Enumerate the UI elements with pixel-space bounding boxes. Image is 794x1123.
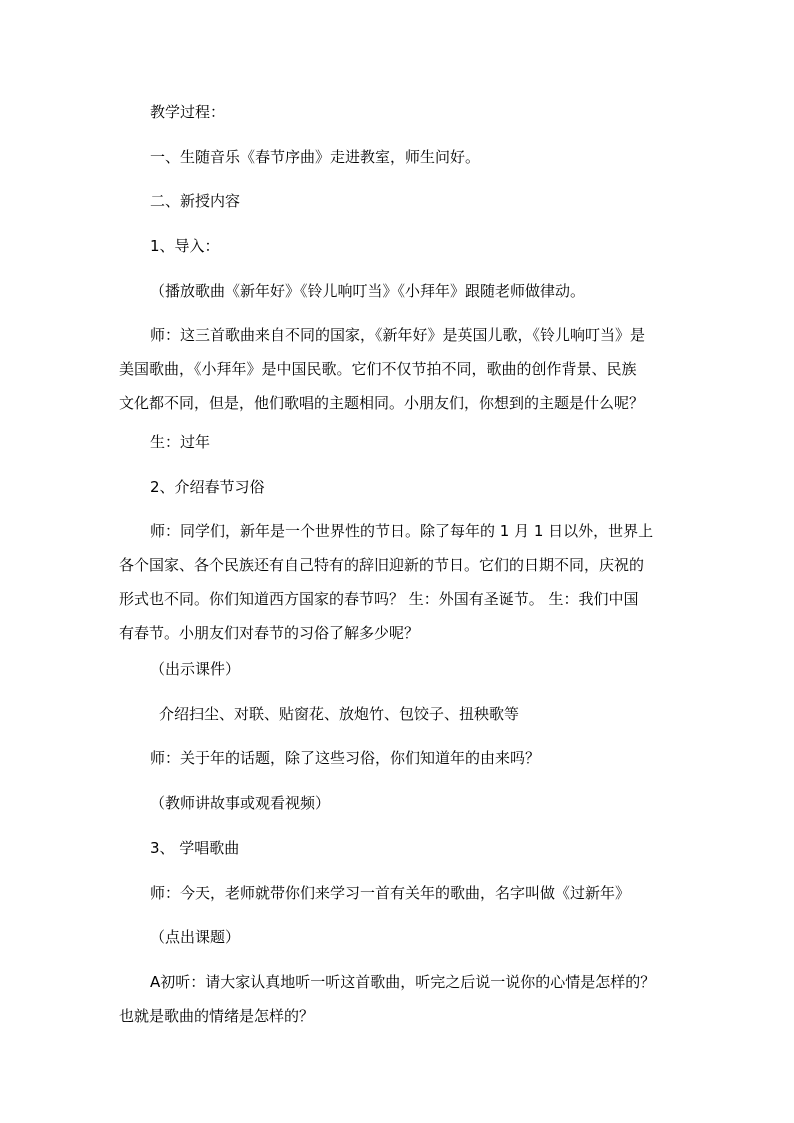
paragraph-step-two-heading: 二、新授内容 <box>150 192 241 210</box>
text-line: 形式也不同。你们知道西方国家的春节吗？ 生：外国有圣诞节。 生：我们中国 <box>119 590 639 608</box>
paragraph-teacher-new-year <box>119 514 675 650</box>
paragraph-teacher-origin-question: 师：关于年的话题，除了这些习俗，你们知道年的由来吗？ <box>150 749 541 767</box>
paragraph-story-video: （教师讲故事或观看视频） <box>150 794 331 812</box>
paragraph-step-one: 一、生随音乐《春节序曲》走进教室，师生问好。 <box>150 148 481 166</box>
paragraph-topic: （点出课题） <box>150 928 241 946</box>
text-line: A初听：请大家认真地听一听这首歌曲，听完之后说一说你的心情是怎样的？ <box>150 973 656 991</box>
paragraph-teacher-song-title: 师：今天，老师就带你们来学习一首有关年的歌曲，名字叫做《过新年》 <box>150 884 631 902</box>
text-line: 师：同学们，新年是一个世界性的节日。除了每年的 1 月 1 日以外，世界上 <box>150 522 654 540</box>
paragraph-teaching-process-heading: 教学过程： <box>150 103 226 121</box>
text-line: 文化都不同，但是，他们歌唱的主题相同。小朋友们，你想到的主题是什么呢？ <box>119 394 645 412</box>
paragraph-teacher-songs-explanation <box>119 318 675 420</box>
paragraph-show-courseware: （出示课件） <box>150 660 241 678</box>
text-line: 师：这三首歌曲来自不同的国家，《新年好》是英国儿歌，《铃儿响叮当》是 <box>150 326 646 344</box>
paragraph-intro-heading: 1、导入： <box>150 237 220 255</box>
paragraph-customs-list: 介绍扫尘、对联、贴窗花、放炮竹、包饺子、扭秧歌等 <box>159 705 520 723</box>
text-line: 各个国家、各个民族还有自己特有的辞旧迎新的节日。它们的日期不同，庆祝的 <box>119 556 645 574</box>
paragraph-student-answer: 生：过年 <box>150 433 211 451</box>
paragraph-learn-song-heading: 3、 学唱歌曲 <box>150 839 240 857</box>
paragraph-customs-heading: 2、介绍春节习俗 <box>150 478 265 496</box>
paragraph-play-songs: （播放歌曲《新年好》《铃儿响叮当》《小拜年》跟随老师做律动。 <box>150 282 586 300</box>
text-line: 美国歌曲，《小拜年》是中国民歌。它们不仅节拍不同，歌曲的创作背景、民族 <box>119 360 637 378</box>
text-line: 有春节。小朋友们对春节的习俗了解多少呢？ <box>119 624 420 642</box>
text-line: 也就是歌曲的情绪是怎样的？ <box>119 1007 315 1025</box>
paragraph-first-listen <box>119 965 675 1033</box>
